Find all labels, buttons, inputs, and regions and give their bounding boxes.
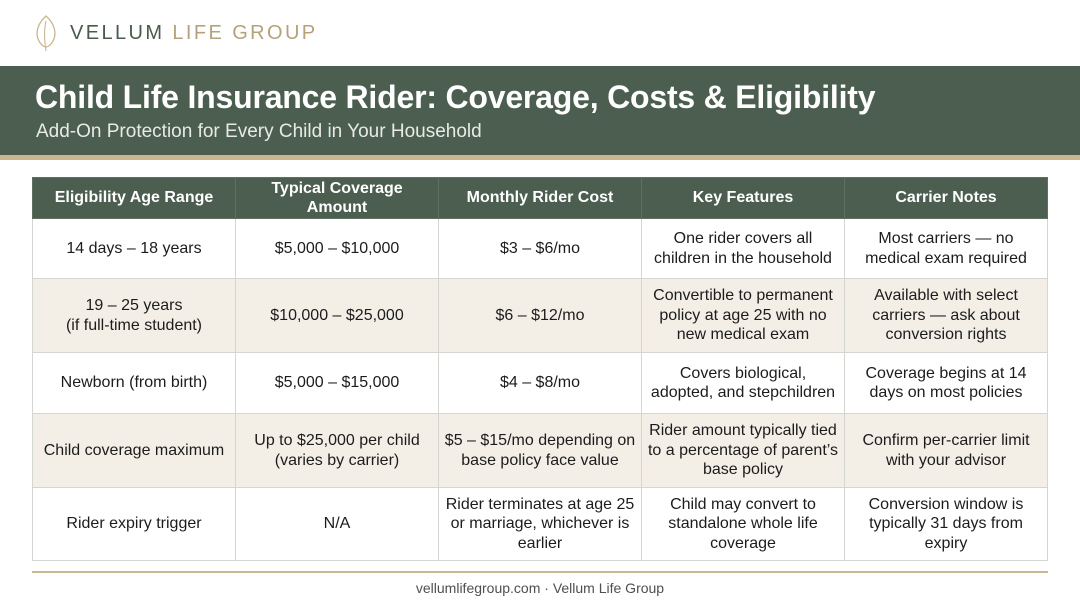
brand-logo [33, 14, 318, 52]
table-cell: Conversion window is typically 31 days from expiry [845, 488, 1048, 561]
table-cell: Child coverage maximum [33, 414, 236, 488]
table-cell: Convertible to permanent policy at age 25 with no new medical exam [642, 279, 845, 353]
table-cell: $5 – $15/mo depending on base policy face value [439, 414, 642, 488]
comparison-table [32, 177, 1048, 561]
column-header-notes: Carrier Notes [845, 178, 1048, 219]
table-cell: Confirm per-carrier limit with your advisor [845, 414, 1048, 488]
table-cell: Rider expiry trigger [33, 488, 236, 561]
table-cell: $6 – $12/mo [439, 279, 642, 353]
brand-name-secondary: LIFE GROUP [172, 22, 318, 44]
brand-name-primary: VELLUM [70, 22, 165, 44]
leaf-icon [33, 14, 59, 52]
table-cell: 19 – 25 years (if full-time student) [33, 279, 236, 353]
table-cell: N/A [236, 488, 439, 561]
title-band-rule [0, 155, 1080, 160]
table-cell: Up to $25,000 per child (varies by carrier) [236, 414, 439, 488]
page-subtitle: Add-On Protection for Every Child in Your Household [36, 121, 482, 142]
table-row [33, 488, 1048, 561]
table-row [33, 279, 1048, 353]
footer-text: vellumlifegroup.com · Vellum Life Group [415, 580, 665, 596]
table-row [33, 353, 1048, 414]
column-header-features: Key Features [642, 178, 845, 219]
table-row [33, 219, 1048, 279]
table-cell: Rider amount typically tied to a percentage of parent’s base policy [642, 414, 845, 488]
comparison-table-wrapper [32, 177, 1048, 561]
column-header-coverage: Typical Coverage Amount [236, 178, 439, 219]
table-cell: Most carriers — no medical exam required [845, 219, 1048, 279]
table-cell: Covers biological, adopted, and stepchildren [642, 353, 845, 414]
column-header-eligibility: Eligibility Age Range [33, 178, 236, 219]
table-header-row [33, 178, 1048, 219]
table-cell: Newborn (from birth) [33, 353, 236, 414]
table-cell: 14 days – 18 years [33, 219, 236, 279]
table-cell: One rider covers all children in the household [642, 219, 845, 279]
table-cell: $10,000 – $25,000 [236, 279, 439, 353]
table-cell: Child may convert to standalone whole life coverage [642, 488, 845, 561]
brand-name [70, 23, 318, 43]
table-cell: $5,000 – $10,000 [236, 219, 439, 279]
table-cell: Available with select carriers — ask about conversion rights [845, 279, 1048, 353]
table-cell: $4 – $8/mo [439, 353, 642, 414]
table-row [33, 414, 1048, 488]
footer-rule [32, 571, 1048, 573]
page-title: Child Life Insurance Rider: Coverage, Costs & Eligibility [35, 79, 876, 115]
table-cell: Rider terminates at age 25 or marriage, whichever is earlier [439, 488, 642, 561]
column-header-cost: Monthly Rider Cost [439, 178, 642, 219]
table-cell: $3 – $6/mo [439, 219, 642, 279]
table-cell: $5,000 – $15,000 [236, 353, 439, 414]
table-cell: Coverage begins at 14 days on most policies [845, 353, 1048, 414]
